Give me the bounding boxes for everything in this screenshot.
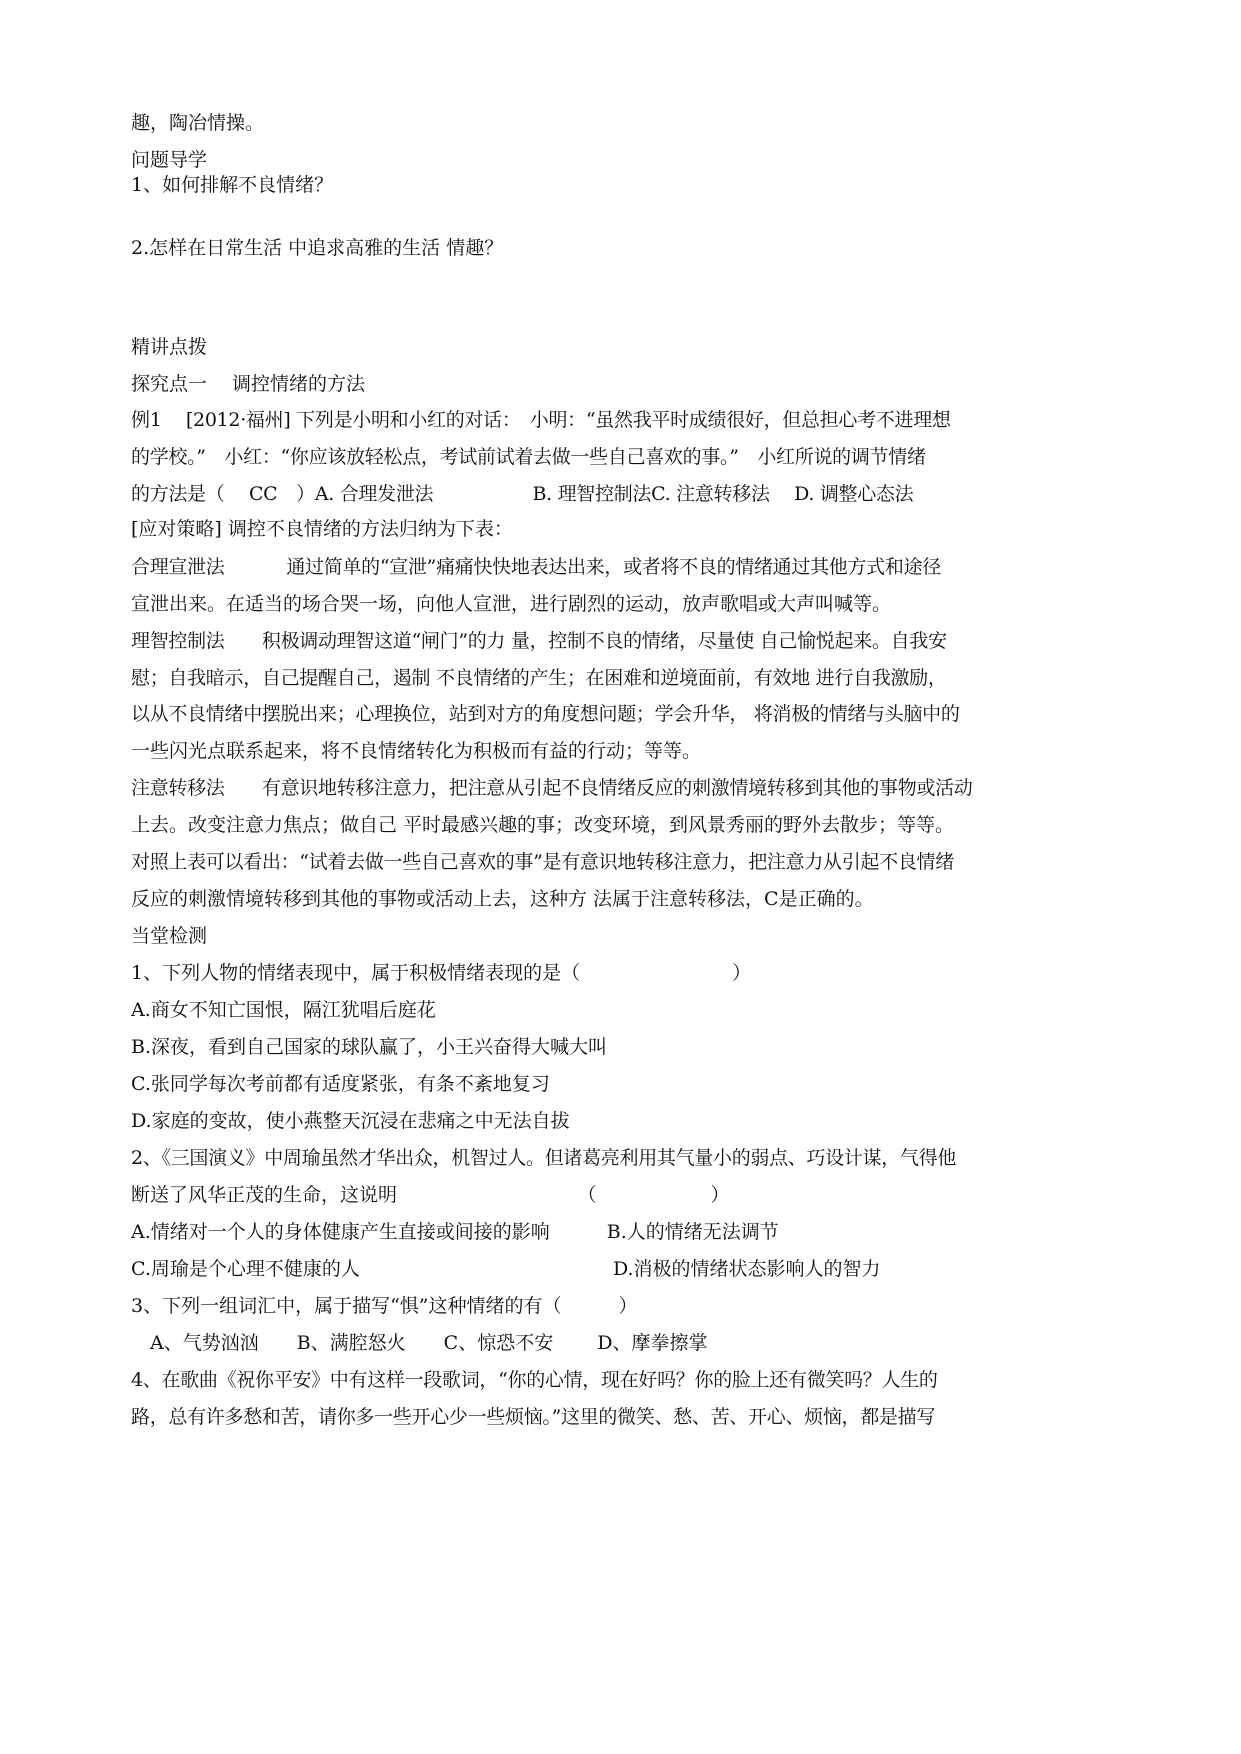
option-line: C.周瑜是个心理不健康的人 D.消极的情绪状态影响人的智力	[131, 1258, 881, 1280]
question-line: 1、下列人物的情绪表现中，属于积极情绪表现的是（ ）	[131, 962, 752, 984]
section-heading: 当堂检测	[131, 925, 208, 947]
text-line: 上去。改变注意力焦点；做自己 平时最感兴趣的事；改变环境，到风景秀丽的野外去散步；等等。	[131, 814, 955, 836]
subsection-heading: 探究点一 调控情绪的方法	[131, 373, 366, 395]
text-line: 慰；自我暗示，自己提醒自己，遏制 不良情绪的产生；在困难和逆境面前，有效地 进行自我激励，	[131, 667, 947, 689]
question-line: 2.怎样在日常生活 中追求高雅的生活 情趣？	[131, 237, 504, 259]
option-line: A.商女不知亡国恨，隔江犹唱后庭花	[131, 999, 436, 1021]
question-line: 3、下列一组词汇中，属于描写“惧”这种情绪的有（ ）	[131, 1295, 638, 1317]
text-line: 的方法是（ CC ）A. 合理发泄法 B. 理智控制法C. 注意转移法 D. 调整心态法	[131, 483, 914, 505]
text-line: 合理宣泄法 通过简单的“宣泄”痛痛快快地表达出来，或者将不良的情绪通过其他方式和途径	[131, 556, 941, 578]
text-line: 对照上表可以看出：“试着去做一些自己喜欢的事”是有意识地转移注意力，把注意力从引起不良情绪	[131, 851, 954, 873]
section-heading: 问题导学	[131, 149, 208, 171]
question-line: 4、在歌曲《祝你平安》中有这样一段歌词，“你的心情，现在好吗？你的脸上还有微笑吗？人生的	[131, 1369, 938, 1391]
option-line: B.深夜，看到自己国家的球队赢了，小王兴奋得大喊大叫	[131, 1036, 608, 1058]
option-line: A、气势汹汹 B、满腔怒火 C、惊恐不安 D、摩拳擦掌	[131, 1332, 708, 1354]
text-line: 以从不良情绪中摆脱出来；心理换位，站到对方的角度想问题；学会升华， 将消极的情绪与头脑中的	[131, 703, 960, 725]
question-line: 断送了风华正茂的生命，这说明 （ ）	[131, 1184, 730, 1206]
text-line: 反应的刺激情境转移到其他的事物或活动上去，这种方 法属于注意转移法，C是正确的。	[131, 888, 874, 910]
option-line: D.家庭的变故，使小燕整天沉浸在悲痛之中无法自拔	[131, 1110, 570, 1132]
text-line: 的学校。” 小红：“你应该放轻松点，考试前试着去做一些自己喜欢的事。” 小红所说的调节情绪	[131, 446, 926, 468]
text-line: 路，总有许多愁和苦，请你多一些开心少一些烦恼。”这里的微笑、愁、苦、开心、烦恼，都是描写	[131, 1406, 936, 1428]
text-line: [应对策略] 调控不良情绪的方法归纳为下表：	[131, 518, 513, 540]
option-line: A.情绪对一个人的身体健康产生直接或间接的影响 B.人的情绪无法调节	[131, 1221, 779, 1243]
question-line: 1、如何排解不良情绪？	[131, 174, 334, 196]
text-line: 例1 [2012·福州] 下列是小明和小红的对话： 小明：“虽然我平时成绩很好，但总担心考不进理想	[131, 409, 951, 431]
question-line: 2、《三国演义》中周瑜虽然才华出众，机智过人。但诸葛亮利用其气量小的弱点、巧设计谋，气得他	[131, 1147, 957, 1169]
text-line: 趣，陶冶情操。	[131, 112, 265, 134]
text-line: 宣泄出来。在适当的场合哭一场，向他人宣泄，进行剧烈的运动，放声歌唱或大声叫喊等。	[131, 593, 892, 615]
option-line: C.张同学每次考前都有适度紧张，有条不紊地复习	[131, 1073, 550, 1095]
text-line: 一些闪光点联系起来，将不良情绪转化为积极而有益的行动；等等。	[131, 740, 702, 762]
section-heading: 精讲点拨	[131, 336, 208, 358]
text-line: 理智控制法 积极调动理智这道“闸门”的力 量，控制不良的情绪，尽量使 自己愉悦起来。自我安	[131, 630, 947, 652]
text-line: 注意转移法 有意识地转移注意力，把注意从引起不良情绪反应的刺激情境转移到其他的事物或活动	[131, 777, 973, 799]
